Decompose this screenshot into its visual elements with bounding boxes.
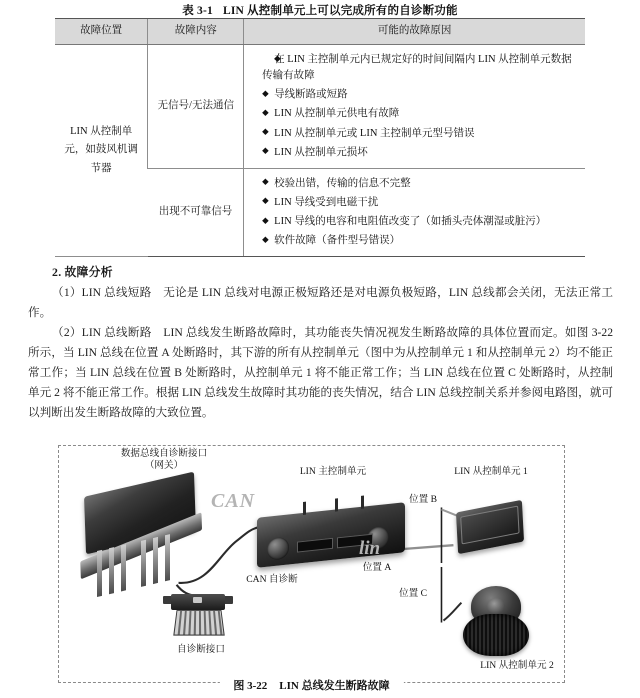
list-item: ◆ LIN 从控制单元损坏 <box>262 145 579 161</box>
table-header <box>55 19 585 45</box>
paragraph-short-circuit: （1）LIN 总线短路 无论是 LIN 总线对电源正极短路还是对电源负极短路，LIN 总线都会关闭，无法正常工作。 <box>28 286 613 320</box>
diagnostics-table <box>55 18 585 257</box>
cause-list-1 <box>250 52 579 161</box>
label-position-b: 位置 B <box>409 494 437 505</box>
section-number: 2. <box>52 265 62 279</box>
list-item: ◆ LIN 导线的电容和电阻值改变了（如插头壳体潮湿或脏污） <box>262 214 579 230</box>
table-body <box>55 45 585 257</box>
list-item: ◆ 软件故障（备件型号错误） <box>262 233 579 249</box>
figure-caption-title: LIN 总线发生断路故障 <box>279 680 390 692</box>
figure-caption <box>219 677 403 693</box>
table-caption <box>0 2 640 18</box>
table-caption-title: LIN 从控制单元上可以完成所有的自诊断功能 <box>222 5 458 17</box>
label-position-c: 位置 C <box>399 588 427 599</box>
diagnostics-table-wrapper <box>55 18 585 257</box>
cell-fault-causes-2 <box>244 168 585 257</box>
table-row <box>55 45 585 169</box>
table-header-row <box>55 19 585 45</box>
lin-master-unit-image <box>257 502 405 568</box>
list-item: ◆ 在 LIN 主控制单元内已规定好的时间间隔内 LIN 从控制单元数据传输有故障 <box>250 52 579 84</box>
label-gateway-line1: 数据总线自诊断接口 <box>120 448 208 459</box>
list-item: ◆ 导线断路或短路 <box>262 87 579 103</box>
label-master-unit: LIN 主控制单元 <box>299 466 367 477</box>
label-diagnostic-connector: 自诊断接口 <box>177 644 225 655</box>
section-heading <box>28 262 613 282</box>
body-copy <box>28 262 613 423</box>
list-item: ◆ LIN 从控制单元供电有故障 <box>262 106 579 122</box>
cell-fault-content-1: 无信号/无法通信 <box>148 45 244 169</box>
cell-fault-causes-1 <box>244 45 585 169</box>
column-header-location: 故障位置 <box>55 19 148 45</box>
label-gateway-line2: （网关） <box>144 460 184 471</box>
column-header-content: 故障内容 <box>148 19 244 45</box>
diagnostic-connector-image <box>169 594 227 640</box>
figure-canvas <box>59 446 564 682</box>
figure-caption-number: 图 3-22 <box>233 680 268 692</box>
label-slave-unit-2: LIN 从控制单元 2 <box>480 660 554 671</box>
label-position-a: 位置 A <box>362 562 392 573</box>
column-header-cause: 可能的故障原因 <box>244 19 585 45</box>
lin-slave-unit-2-blower-image <box>459 584 533 658</box>
label-can-self-diagnosis: CAN 自诊断 <box>246 574 298 585</box>
cell-fault-content-2: 出现不可靠信号 <box>148 168 244 257</box>
paragraph-open-circuit: （2）LIN 总线断路 LIN 总线发生断路故障时，其功能丧失情况视发生断路故障的具体位置而定。如图 3-22 所示，当 LIN 总线在位置 A 处断路时，其下游的所有从控制单元（图中为从控制单元 1 和从控制单元 2）均不能正常工作；当 LIN 总线在位置 B 处断路时，从控制单元 1 将不能正常工作；当 LIN 总线在位置 C 处断路时，从控制单元 2 将不能正常工作。根据 LIN 总线发生故障时其功能的丧失情况，结合 LIN 总线控制关系并参阅电路图，就可以判断出发生断路故障的大致位置。 <box>28 326 613 419</box>
label-slave-unit-1: LIN 从控制单元 1 <box>454 466 528 477</box>
list-item: ◆ LIN 导线受到电磁干扰 <box>262 195 579 211</box>
table-caption-number: 表 3-1 <box>182 5 213 17</box>
lin-wire-main <box>402 545 454 549</box>
can-wordmark: CAN <box>211 490 256 512</box>
list-item: ◆ LIN 从控制单元或 LIN 主控制单元型号错误 <box>262 126 579 142</box>
cause-list-2 <box>250 176 579 250</box>
section-title: 故障分析 <box>64 265 113 279</box>
figure-lin-bus-open-circuit <box>58 445 565 692</box>
cell-fault-location: LIN 从控制单元，如鼓风机调节器 <box>55 45 148 257</box>
lin-slave-unit-1-image <box>456 500 524 554</box>
list-item: ◆ 校验出错，传输的信息不完整 <box>262 176 579 192</box>
lin-wordmark: lin <box>359 538 381 559</box>
